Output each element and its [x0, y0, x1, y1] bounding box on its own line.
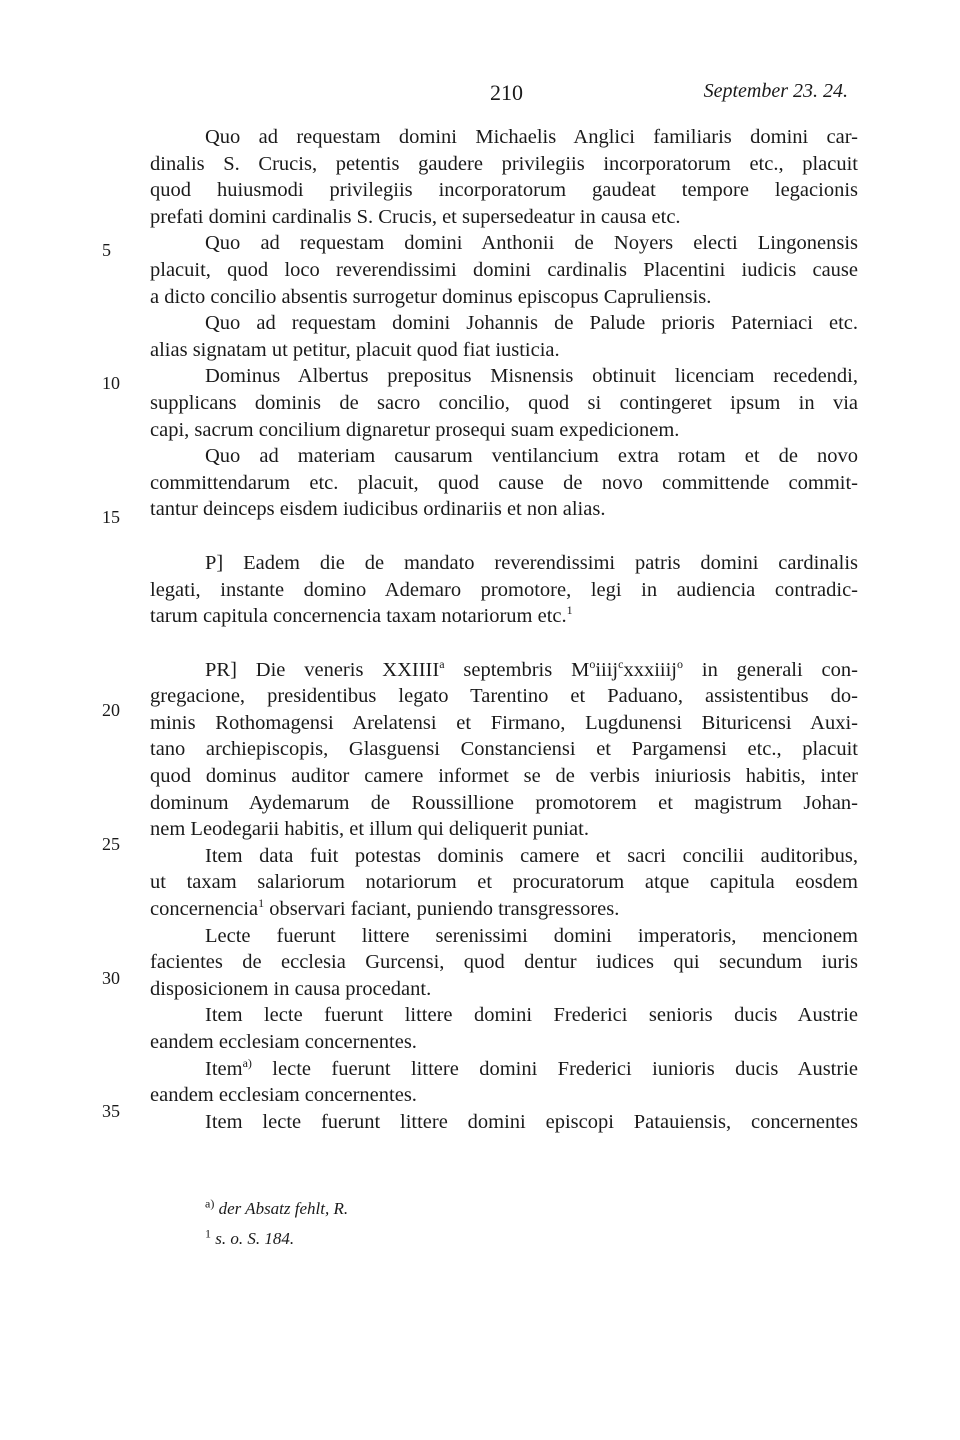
- running-header-date: September 23. 24.: [703, 80, 848, 102]
- text-line: P] Eadem die de mandato reverendissimi patris domini cardinalis: [205, 551, 858, 574]
- line-number: 30: [102, 968, 120, 988]
- text-line: [150, 657, 858, 684]
- text-line: Lecte fuerunt littere serenissimi domini imperatoris, mencionem: [205, 924, 858, 947]
- text-span: xxxiiij: [623, 658, 677, 681]
- text-line: facientes de ecclesia Gurcensi, quod dentur iudices qui secundum iuris: [150, 951, 858, 974]
- superscript: c: [618, 656, 624, 671]
- text-line: supplicans dominis de sacro concilio, quod si contingeret ipsum in via: [150, 391, 858, 414]
- text-line: dinalis S. Crucis, petentis gaudere privilegiis incorporatorum etc., placuit: [150, 152, 858, 175]
- line-number: 15: [102, 507, 120, 527]
- text-line: [150, 1056, 858, 1083]
- text-span: in generali con-: [683, 658, 858, 681]
- text-line: Item lecte fuerunt littere domini episcopi Patauiensis, concernentes: [205, 1110, 858, 1133]
- text-line: quod huiusmodi privilegiis incorporatorum gaudeat tempore legacionis: [150, 179, 858, 202]
- text-span: Item: [205, 1057, 243, 1080]
- text-line: dominum Aydemarum de Roussillione promotorem et magistrum Johan-: [150, 791, 858, 814]
- text-line: eandem ecclesiam concernentes.: [150, 1031, 417, 1053]
- text-line: quod dominus auditor camere informet se de verbis iniuriosis habitis, inter: [150, 765, 858, 788]
- text-line: [150, 896, 858, 923]
- text-line: Item lecte fuerunt littere domini Frederici senioris ducis Austrie: [205, 1004, 858, 1027]
- text-span: concernencia: [150, 898, 259, 921]
- main-text: [150, 124, 858, 1135]
- line-number: 25: [102, 834, 120, 854]
- line-number: 35: [102, 1101, 120, 1121]
- superscript: o: [677, 656, 683, 671]
- text-line: nem Leodegarii habitis, et illum qui deliquerit puniat.: [150, 818, 589, 841]
- text-line: gregacione, presidentibus legato Tarentino et Paduano, assistentibus do-: [150, 685, 858, 708]
- text-line: Item data fuit potestas dominis camere et sacri concilii auditoribus,: [205, 844, 858, 867]
- text-line: Quo ad requestam domini Anthonii de Noyers electi Lingonensis: [205, 232, 858, 255]
- text-line: eandem ecclesiam concernentes.: [150, 1084, 417, 1107]
- text-line: prefati domini cardinalis S. Crucis, et supersedeatur in causa etc.: [150, 205, 681, 228]
- footnote-text: s. o. S. 184.: [211, 1229, 295, 1248]
- footnote: [205, 1224, 348, 1254]
- footnotes: [205, 1194, 348, 1254]
- text-line: alias signatam ut petitur, placuit quod fiat iusticia.: [150, 338, 560, 361]
- text-line: minis Rothomagensi Arelatensi et Firmano, Lugdunensi Bituricensi Auxi-: [150, 711, 858, 734]
- text-span: iiij: [595, 658, 619, 681]
- line-number: 5: [102, 240, 111, 260]
- text-line: legati, instante domino Ademaro promotore, legi in audiencia contradic-: [150, 578, 858, 601]
- footnote-ref: a): [242, 1055, 252, 1070]
- superscript: a: [439, 656, 445, 671]
- text-line: [150, 603, 858, 630]
- text-line: Quo ad requestam domini Michaelis Anglici familiaris domini car-: [205, 126, 858, 148]
- text-line: capi, sacrum concilium dignaretur prosequi suam expedicionem.: [150, 418, 680, 441]
- superscript: o: [589, 656, 596, 671]
- line-number: 20: [102, 700, 120, 720]
- text-line: ut taxam salariorum notariorum et procuratorum atque capitula eosdem: [150, 871, 858, 894]
- text-span: observari faciant, puniendo transgressores.: [264, 898, 620, 921]
- text-line: committendarum etc. placuit, quod cause de novo committende commit-: [150, 471, 858, 494]
- text-line: disposicionem in causa procedant.: [150, 977, 432, 1000]
- text-line: tano archiepiscopis, Glasguensi Constanciensi et Pargamensi etc., placuit: [150, 738, 858, 761]
- text-span: septembris M: [444, 658, 590, 681]
- footnote-ref: 1: [258, 896, 265, 911]
- line-number: 10: [102, 373, 120, 393]
- footnote: [205, 1194, 348, 1224]
- text-span: tarum capitula concernencia taxam notariorum etc.: [150, 605, 567, 628]
- text-span: PR] Die veneris XXIIII: [205, 658, 440, 681]
- text-span: lecte fuerunt littere domini Frederici iunioris ducis Austrie: [251, 1057, 858, 1080]
- text-line: Quo ad materiam causarum ventilancium extra rotam et de novo: [205, 445, 858, 468]
- text-line: Quo ad requestam domini Johannis de Palude prioris Paterniaci etc.: [205, 312, 858, 335]
- footnote-text: der Absatz fehlt, R.: [214, 1199, 349, 1218]
- text-line: tantur deinceps eisdem iudicibus ordinariis et non alias.: [150, 498, 606, 521]
- page-number: 210: [490, 80, 523, 105]
- footnote-mark: a): [205, 1196, 215, 1211]
- text-line: placuit, quod loco reverendissimi domini cardinalis Placentini iudicis cause: [150, 258, 858, 281]
- footnote-ref: 1: [566, 603, 573, 618]
- text-line: Dominus Albertus prepositus Misnensis obtinuit licenciam recedendi,: [205, 365, 858, 388]
- footnote-mark: 1: [205, 1226, 211, 1241]
- text-line: a dicto concilio absentis surrogetur dominus episcopus Capruliensis.: [150, 285, 712, 308]
